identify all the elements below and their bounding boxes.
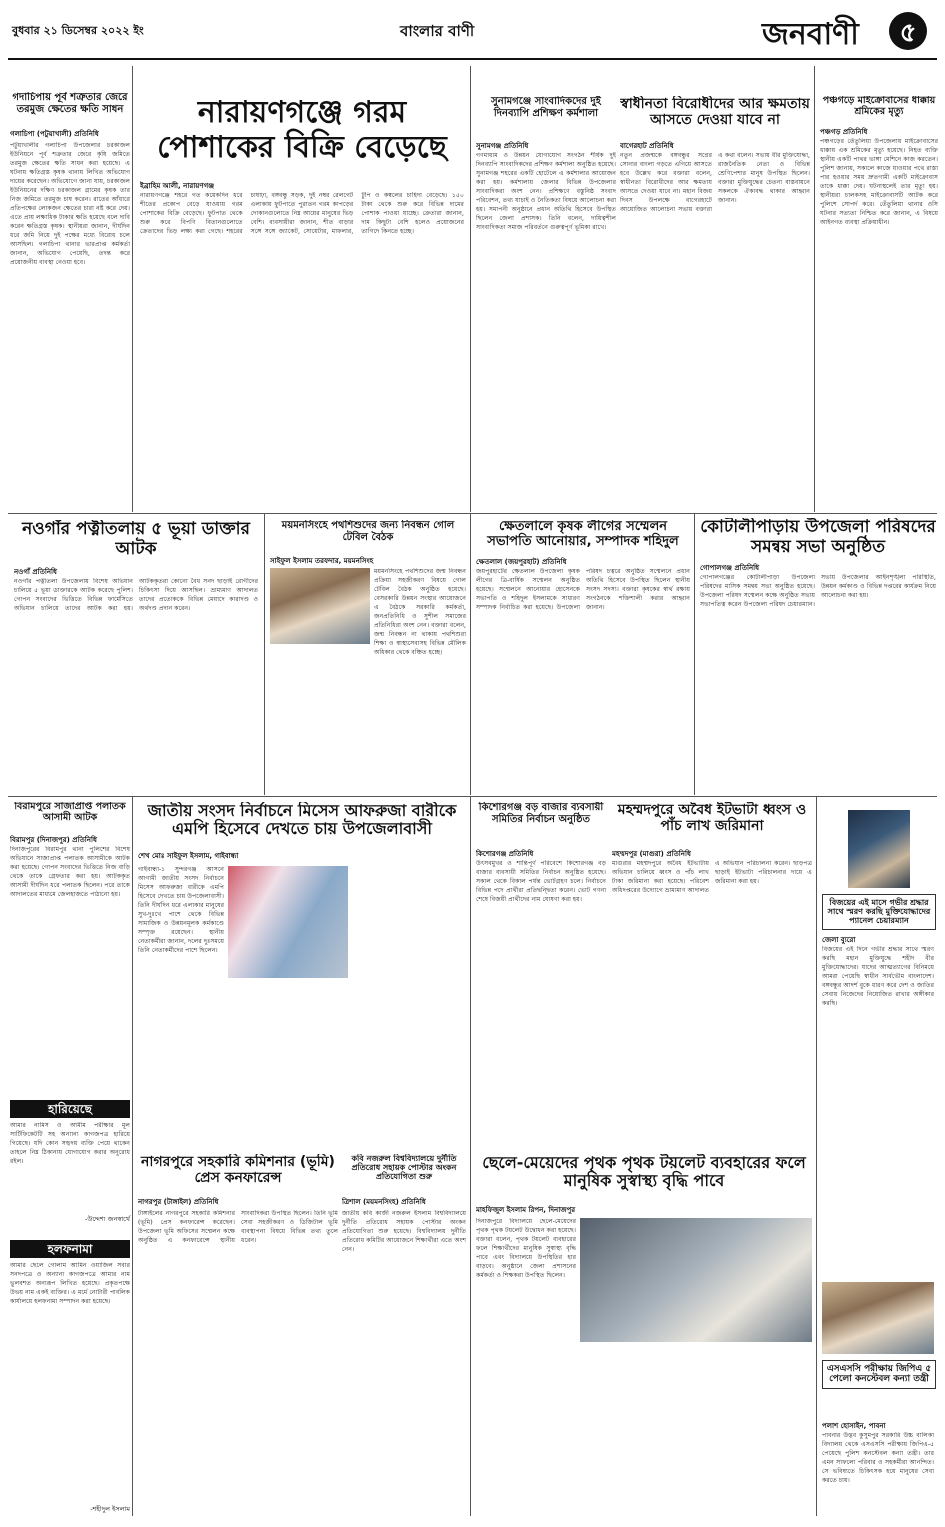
article-body: দিনাজপুরে বিদ্যালয়ে ছেলে-মেয়েদের পৃথক পৃথক টয়লেট উদ্বোধন করা হয়েছে। বক্তারা বলেন, পৃথক টয়লেট ব্যবহারের ফলে শিক্ষার্থীদের মানুষিক সুস্বাস্থ্য বৃদ্ধি পাবে এবং বিদ্যালয়ে উপস্থিতির হার বাড়বে। অনুষ্ঠানে জেলা প্রশাসনের কর্মকর্তা ও শিক্ষকরা উপস্থিত ছিলেন। bbox=[476, 1218, 576, 1279]
article-headline: ছেলে-মেয়েদের পৃথক পৃথক টয়লেট ব্যবহারের ফলে মানুষিক সুস্বাস্থ্য বৃদ্ধি পাবে bbox=[482, 1154, 806, 1191]
article-body: নতুন প্রজন্মকে বঙ্গবন্ধুর সপ্নের সোনার বাংলা গড়তে এগিয়ে আসতে হবে উল্লেখ করে বক্তারা বলেন, স্বাধীনতা বিরোধীদের আর ক্ষমতায় আসতে দেওয়া যাবে না। মহান বিজয় দিবস উপলক্ষে বাগেরহাটে আয়োজিত আলোচনা সভায় বক্তারা এ কথা বলেন। সভায় বীর মুক্তিযোদ্ধা, রাজনৈতিক নেতা ও বিভিন্ন শ্রেণিপেশার মানুষ উপস্থিত ছিলেন। বক্তারা মুক্তিযুদ্ধের চেতনা বাস্তবায়নে সকলকে ঐক্যবদ্ধ থাকার আহ্বান জানান। bbox=[620, 152, 810, 213]
article-headline: জাতীয় সংসদ নির্বাচনে মিসেস আফরুজা বারীকে এমপি হিসেবে দেখতে চায় উপজেলাবাসী bbox=[147, 802, 457, 839]
column-rule bbox=[470, 513, 471, 795]
article-byline: ত্রিশাল (ময়মনসিংহ) প্রতিনিধি bbox=[342, 1198, 426, 1206]
article-body: জয়পুরহাটের ক্ষেতলাল উপজেলা কৃষক লীগের ত্রি-বার্ষিক সম্মেলন অনুষ্ঠিত হয়েছে। সম্মেলনে আনোয়ার হোসেনকে সভাপতি ও শহিদুল ইসলামকে সাধারণ সম্পাদক নির্বাচিত করা হয়েছে। উপজেলা পরিষদ চত্বরে অনুষ্ঠিত সম্মেলনে প্রধান অতিথি হিসেবে উপস্থিত ছিলেন স্থানীয় সংসদ সদস্য। বক্তারা কৃষকের স্বার্থ রক্ষায় সংগঠনকে শক্তিশালী করার আহ্বান জানান। bbox=[476, 568, 690, 611]
article-body: নারায়ণগঞ্জে শহরে গত কয়েকদিন ধরে শীতের প্রকোপ বেড়ে যাওয়ায় গরম পোশাকের বিক্রি বেড়েছে। ফুটপাত থেকে শুরু করে বিপণি বিতানগুলোতে ক্রেতাদের ভিড় লক্ষ্য করা গেছে। শহরের চাষাঢ়া, বঙ্গবন্ধু সড়ক, দুই নম্বর রেলগেট এলাকায় ফুটপাতে পুরাতন গরম কাপড়ের দোকানগুলোতে নিম্ন আয়ের মানুষের ভিড় বেশি। ব্যবসায়ীরা জানান, শীত বাড়ার সঙ্গে সঙ্গে জ্যাকেট, সোয়েটার, মাফলার, টুপি ও কম্বলের চাহিদা বেড়েছে। ১৫০ টাকা থেকে শুরু করে বিভিন্ন দামের পোশাক পাওয়া যাচ্ছে। ক্রেতারা জানান, দাম কিছুটা বেশি হলেও প্রয়োজনের তাগিদে কিনতে হচ্ছে। bbox=[140, 192, 464, 235]
article-body: উৎসবমুখর ও শান্তিপূর্ণ পরিবেশে কিশোরগঞ্জ বড় বাজার ব্যবসায়ী সমিতির নির্বাচন অনুষ্ঠিত হয়েছে। সকাল থেকে বিকাল পর্যন্ত ভোটগ্রহণ চলে। নির্বাচনে বিভিন্ন পদে প্রার্থীরা প্রতিদ্বন্দ্বিতা করেন। ভোট গণনা শেষে বিজয়ী প্রার্থীদের নাম ঘোষণা করা হয়। bbox=[476, 860, 606, 903]
issue-date: বুধবার ২১ ডিসেম্বর ২০২২ ইং bbox=[12, 24, 144, 37]
portrait-photo bbox=[848, 810, 910, 888]
article-byline: নাগরপুর (টাঙ্গাইল) প্রতিনিধি bbox=[138, 1198, 219, 1206]
article-byline: ইব্রাহিম আলী, নারায়ণগঞ্জ bbox=[140, 182, 215, 190]
article-headline: ময়মনসিংহে পথশিশুদের জন্য নিবন্ধন গোল টেবিল বৈঠক bbox=[281, 520, 455, 543]
page-number: ৫ bbox=[899, 18, 917, 48]
article-body: বিজয়ের এই দিনে গভীর শ্রদ্ধার সাথে স্মরণ করছি মহান মুক্তিযুদ্ধে শহীদ বীর মুক্তিযোদ্ধাদের। যাদের আত্মত্যাগের বিনিময়ে আমরা পেয়েছি স্বাধীন সার্বভৌম বাংলাদেশ। বঙ্গবন্ধুর আদর্শ বুকে ধারণ করে দেশ ও জাতির সেবায় নিজেদের নিয়োজিত রাখার অঙ্গীকার করছি। bbox=[822, 946, 934, 1007]
article-byline: পলাশ হোসাইন, পাবনা bbox=[822, 1422, 886, 1430]
article-photo bbox=[228, 866, 348, 978]
article-byline: পঞ্চগড় প্রতিনিধি bbox=[820, 128, 868, 136]
section-title: বাংলার বাণী bbox=[400, 22, 475, 40]
article-body: পটুয়াখালীর গলাচিপা উপজেলার চরকাজল ইউনিয়নে পূর্ব শত্রুতার জেরে কৃষি জমিতে তরমুজ ক্ষেতের ক্ষতি সাধন করা হয়েছে। এ ঘটনায় ক্ষতিগ্রস্ত কৃষক থানায় লিখিত অভিযোগ দায়ের করেছেন। অভিযোগে জানা যায়, চরকাজল ইউনিয়নের দক্ষিণ চরকাজল গ্রামের কৃষক তার নিজ জমিতে তরমুজ চাষ করেন। রাতের আঁধারে প্রতিপক্ষের লোকজন ক্ষেতের চারা নষ্ট করে দেয়। এতে প্রায় লক্ষাধিক টাকার ক্ষতি হয়েছে বলে দাবি করেন ক্ষতিগ্রস্ত কৃষক। স্থানীয়রা জানান, দীর্ঘদিন ধরে জমি নিয়ে দুই পক্ষের মধ্যে বিরোধ চলে আসছিল। গলাচিপা থানার ভারপ্রাপ্ত কর্মকর্তা জানান, অভিযোগ পেয়েছি, তদন্ত করে প্রয়োজনীয় ব্যবস্থা নেওয়া হবে। bbox=[10, 142, 130, 266]
article-byline: ক্ষেতলাল (জয়পুরহাট) প্রতিনিধি bbox=[476, 558, 567, 566]
lost-box-title: হারিয়েছে bbox=[10, 1100, 130, 1118]
article-byline: মাহফিজুল ইসলাম রিপন, দিনাজপুর bbox=[476, 1206, 576, 1214]
newspaper-logo bbox=[760, 8, 932, 54]
affidavit-box-body: আমার ছেলে গোলাম আমিন ওয়াজিল সবার সনদপত্রে ও অন্যান্য কাগজপত্রে আমার নাম ভুলবশত অন্যরূপ লিখিত হয়েছে। প্রকৃতপক্ষে উভয় নাম একই ব্যক্তির। এ মর্মে নোটারী পাবলিক কার্যালয়ে হলফনামা সম্পাদন করা হয়েছে। bbox=[10, 1262, 130, 1305]
article-byline: সুনামগঞ্জ প্রতিনিধি bbox=[476, 142, 529, 150]
article-body: দিনাজপুরের বিরামপুর থানা পুলিশের বিশেষ অভিযানে সাজাপ্রাপ্ত পলাতক আসামীকে আটক করা হয়েছে। গোপন সংবাদের ভিত্তিতে নিজ বাড়ি থেকে তাকে গ্রেফতার করা হয়। আটককৃত আসামী দীর্ঘদিন ধরে পলাতক ছিলেন। পরে তাকে আদালতের মাধ্যমে জেলহাজতে পাঠানো হয়। bbox=[10, 846, 130, 898]
article-body: পাবনার উদ্ভব কুসুমপুর সরকারি উচ্চ বালিকা বিদ্যালয় থেকে এসএসসি পরীক্ষায় জিপিএ-৫ পেয়েছে পুলিশ কনস্টেবল কন্যা তন্ত্রী। তার এমন সাফল্যে পরিবার ও সহকর্মীরা আনন্দিত। সে ভবিষ্যতে চিকিৎসক হয়ে মানুষের সেবা করতে চায়। bbox=[822, 1432, 934, 1484]
article-headline: এসএসসি পরীক্ষায় জিপিএ ৫ পেলো কনস্টেবল কন্যা তন্ত্রী bbox=[822, 1360, 936, 1389]
article-byline: শেখ মোঃ সাইফুল ইসলাম, গাইবান্ধা bbox=[138, 852, 239, 860]
article-headline: ক্ষেতলালে কৃষক লীগের সম্মেলন সভাপতি আনোয়ার, সম্পাদক শহিদুল bbox=[487, 520, 679, 549]
column-rule bbox=[132, 66, 133, 512]
article-byline: বিরামপুর (দিনাজপুর) প্রতিনিধি bbox=[10, 836, 97, 844]
article-byline: বাগেরহাট প্রতিনিধি bbox=[620, 142, 674, 150]
column-rule bbox=[132, 796, 133, 1516]
article-headline: নওগাঁর পত্নীতলায় ৫ ভূয়া ডাক্তার আটক bbox=[22, 520, 250, 559]
logo-text: জনবাণী bbox=[762, 17, 859, 52]
article-byline: গলাচিপা (পটুয়াখালী) প্রতিনিধি bbox=[10, 130, 99, 138]
article-body: নওগাঁর পত্নীতলা উপজেলায় বিশেষ অভিযান চালিয়ে ৫ ভূয়া ডাক্তারকে আটক করেছে পুলিশ। গোপন সংবাদের ভিত্তিতে বিভিন্ন ফার্মেসিতে অভিযান চালিয়ে তাদের আটক করা হয়। আটককৃতরা কোনো বৈধ সনদ ছাড়াই রোগীদের চিকিৎসা দিয়ে আসছিল। ভ্রাম্যমাণ আদালত তাদের প্রত্যেককে বিভিন্ন মেয়াদে কারাদণ্ড ও অর্থদণ্ড প্রদান করেন। bbox=[14, 578, 258, 612]
article-byline: সাইফুল ইসলাম তরফদার, ময়মনসিংহ bbox=[270, 557, 374, 565]
article-headline: মহম্মদপুরে অবৈধ ইটভাটা ধ্বংস ও পাঁচ লাখ জরিমানা bbox=[617, 802, 807, 835]
article-byline: কিশোরগঞ্জ প্রতিনিধি bbox=[476, 850, 534, 858]
article-headline: স্বাধীনতা বিরোধীদের আর ক্ষমতায় আসতে দেওয়া যাবে না bbox=[620, 96, 810, 129]
article-byline: গোপালগঞ্জ প্রতিনিধি bbox=[700, 564, 760, 572]
article-byline: জেলা ব্যুরো bbox=[822, 936, 856, 944]
article-photo bbox=[580, 1218, 812, 1342]
column-rule bbox=[470, 796, 471, 1516]
column-rule bbox=[264, 513, 265, 795]
article-headline: নাগরপুরে সহকারি কমিশনার (ভূমি) প্রেস কনফারেন্স bbox=[141, 1154, 335, 1187]
article-body: পঞ্চগড়ের তেঁতুলিয়া উপজেলায় মাইক্রোবাসের ধাক্কায় এক শ্রমিকের মৃত্যু হয়েছে। নিহত ব্যক্তি স্থানীয় একটি পাথর ভাঙ্গা মেশিনে কাজ করতেন। পুলিশ জানায়, সকালে কাজে যাওয়ার পথে রাস্তা পার হওয়ার সময় দ্রুতগামী একটি মাইক্রোবাস তাকে ধাক্কা দেয়। ঘটনাস্থলেই তার মৃত্যু হয়। স্থানীয়রা চালকসহ মাইক্রোবাসটি আটক করে পুলিশে সোপর্দ করে। তেঁতুলিয়া থানার ওসি ঘটনার সত্যতা নিশ্চিত করে জানান, এ বিষয়ে আইনগত ব্যবস্থা প্রক্রিয়াধীন। bbox=[820, 138, 938, 226]
row-rule bbox=[8, 513, 937, 514]
column-rule bbox=[694, 513, 695, 795]
article-body: ময়মনসিংহে পথশিশুদের জন্ম নিবন্ধন প্রক্রিয়া সহজীকরণ বিষয়ে গোল টেবিল বৈঠক অনুষ্ঠিত হয়েছে। বেসরকারি উন্নয়ন সংস্থার আয়োজনে এ বৈঠকে সরকারি কর্মকর্তা, জনপ্রতিনিধি ও সুশীল সমাজের প্রতিনিধিরা অংশ নেন। বক্তারা বলেন, জন্ম নিবন্ধন না থাকায় পথশিশুরা শিক্ষা ও স্বাস্থ্যসেবাসহ বিভিন্ন মৌলিক অধিকার থেকে বঞ্চিত হচ্ছে। bbox=[374, 568, 466, 656]
article-body: গাইবান্ধা-১ সুন্দরগঞ্জ আসনে আগামী জাতীয় সংসদ নির্বাচনে মিসেস আফরুজা বারীকে এমপি হিসেবে দেখতে চায় উপজেলাবাসী। তিনি দীর্ঘদিন ধরে এলাকার মানুষের সুখ-দুঃখে পাশে থেকে বিভিন্ন সামাজিক ও উন্নয়নমূলক কর্মকাণ্ডে সম্পৃক্ত রয়েছেন। স্থানীয় নেতাকর্মীরা জানান, দলের দুঃসময়ে তিনি নেতাকর্মীদের পাশে ছিলেন। bbox=[138, 866, 224, 954]
row-rule bbox=[8, 796, 937, 797]
article-body: মাগুরার মহম্মদপুরে অবৈধ ইটভাটায় অভিযান চালিয়ে ধ্বংস ও পাঁচ লাখ টাকা জরিমানা করা হয়েছে। পরিবেশ অধিদপ্তরের উদ্যোগে ভ্রাম্যমাণ আদালত এ অভিযান পরিচালনা করেন। ছাড়পত্র ছাড়াই ইটভাটা পরিচালনার দায়ে এ জরিমানা করা হয়। bbox=[612, 860, 812, 894]
lost-box-body: আমার নামিস ও আমীম পরীক্ষার মূল সার্টিফিকেটটি সহ অন্যান্য কাগজপত্র হারিয়ে গিয়েছে। যদি কোন সহৃদয় ব্যক্তি পেয়ে থাকেন তাহলে নিম্ন ঠিকানায় যোগাযোগ করার অনুরোধ রইল। bbox=[10, 1122, 130, 1165]
article-headline: কবি নজরুল বিশ্ববিদ্যালয়ে দুর্নীতি প্রতিরোধ সহায়ক পোস্টার অংকন প্রতিযোগিতা শুরু bbox=[351, 1154, 457, 1182]
article-body: গণমাধ্যম ও উন্নয়ন যোগাযোগ সংগঠন শীর্ষক দুই দিনব্যাপি সাংবাদিকদের প্রশিক্ষণ কর্মশালা অনুষ্ঠিত হয়েছে। সুনামগঞ্জ শহরের একটি হোটেলে এ কর্মশালার আয়োজন করা হয়। কর্মশালায় জেলার বিভিন্ন উপজেলার সাংবাদিকরা অংশ নেন। প্রশিক্ষণে বস্তুনিষ্ঠ সংবাদ পরিবেশন, তথ্য যাচাই ও নৈতিকতা বিষয়ে আলোচনা করা হয়। সমাপনী অনুষ্ঠানে প্রধান অতিথি হিসেবে উপস্থিত ছিলেন জেলা প্রশাসক। তিনি বলেন, দায়িত্বশীল সাংবাদিকতা সমাজ পরিবর্তনে গুরুত্বপূর্ণ ভূমিকা রাখে। bbox=[476, 152, 616, 231]
article-headline: সুনামগঞ্জে সাংবাদিকদের দুই দিনব্যাপি প্রশিক্ষণ কর্মশালা bbox=[491, 96, 601, 119]
article-headline: কোটালীপাড়ায় উপজেলা পরিষদের সমন্বয় সভা অনুষ্ঠিত bbox=[700, 518, 936, 557]
masthead bbox=[0, 0, 945, 66]
article-photo bbox=[822, 1282, 934, 1354]
article-headline: বিরামপুরে সাজাপ্রাপ্ত পলাতক আসামী আটক bbox=[14, 802, 126, 823]
affidavit-box-title: হলফনামা bbox=[10, 1240, 130, 1258]
header-rule bbox=[8, 58, 937, 60]
article-byline: নওগাঁ প্রতিনিধি bbox=[14, 568, 57, 576]
article-body: টাঙ্গাইলের নাগরপুরে সহকারি কমিশনার (ভূমি) প্রেস কনফারেন্স করেছেন। উপজেলা ভূমি অফিসের সম্মেলন কক্ষে অনুষ্ঠিত এ কনফারেন্সে স্থানীয় সাংবাদিকরা উপস্থিত ছিলেন। তিনি ভূমি সেবা সহজীকরণ ও ডিজিটাল ভূমি ব্যবস্থাপনা বিষয়ে বিভিন্ন তথ্য তুলে ধরেন। bbox=[138, 1210, 338, 1244]
article-headline: নারায়ণগঞ্জে গরম পোশাকের বিক্রি বেড়েছে bbox=[157, 96, 447, 165]
column-rule bbox=[470, 66, 471, 512]
lost-box-signature: -উদ্দেশ্য জনস্বার্থে bbox=[85, 1215, 130, 1223]
article-photo bbox=[270, 568, 370, 644]
article-body: গোপালগঞ্জের কোটালীপাড়া উপজেলা পরিষদের মাসিক সমন্বয় সভা অনুষ্ঠিত হয়েছে। উপজেলা পরিষদ সম্মেলন কক্ষে অনুষ্ঠিত সভায় সভাপতিত্ব করেন উপজেলা পরিষদ চেয়ারম্যান। সভায় উপজেলার আইনশৃঙ্খলা পরিস্থিতি, উন্নয়ন কর্মকাণ্ড ও বিভিন্ন দপ্তরের কার্যক্রম নিয়ে আলোচনা করা হয়। bbox=[700, 574, 936, 608]
article-headline: কিশোরগঞ্জ বড় বাজার ব্যবসায়ী সমিতির নির্বাচন অনুষ্ঠিত bbox=[478, 802, 604, 825]
article-headline: গদাচিপায় পূর্ব শত্রুতার জেরে তরমুজ ক্ষেতের ক্ষতি সাধন bbox=[12, 92, 128, 115]
column-rule bbox=[816, 796, 817, 1516]
column-rule bbox=[814, 66, 815, 512]
article-headline: পঞ্চগড়ে মাইক্রোবাসের ধাক্কায় শ্রমিকের মৃত্যু bbox=[822, 96, 936, 117]
article-headline: বিজয়ের এই মাসে গভীর শ্রদ্ধার সাথে স্মরণ করছি মুক্তিযোদ্ধাদের প্যানেল চেয়ারম্যান bbox=[822, 894, 936, 930]
affidavit-box-signature: -শহীদুল ইসলাম bbox=[90, 1505, 130, 1513]
article-body: জাতীয় কবি কাজী নজরুল ইসলাম বিশ্ববিদ্যালয়ে দুর্নীতি প্রতিরোধ সহায়ক পোস্টার অংকন প্রতিযোগিতা শুরু হয়েছে। বিশ্ববিদ্যালয় দুর্নীতি প্রতিরোধ কমিটির আয়োজনে শিক্ষার্থীরা এতে অংশ নেন। bbox=[342, 1210, 466, 1253]
article-byline: মহম্মদপুর (মাগুরা) প্রতিনিধি bbox=[612, 850, 691, 858]
